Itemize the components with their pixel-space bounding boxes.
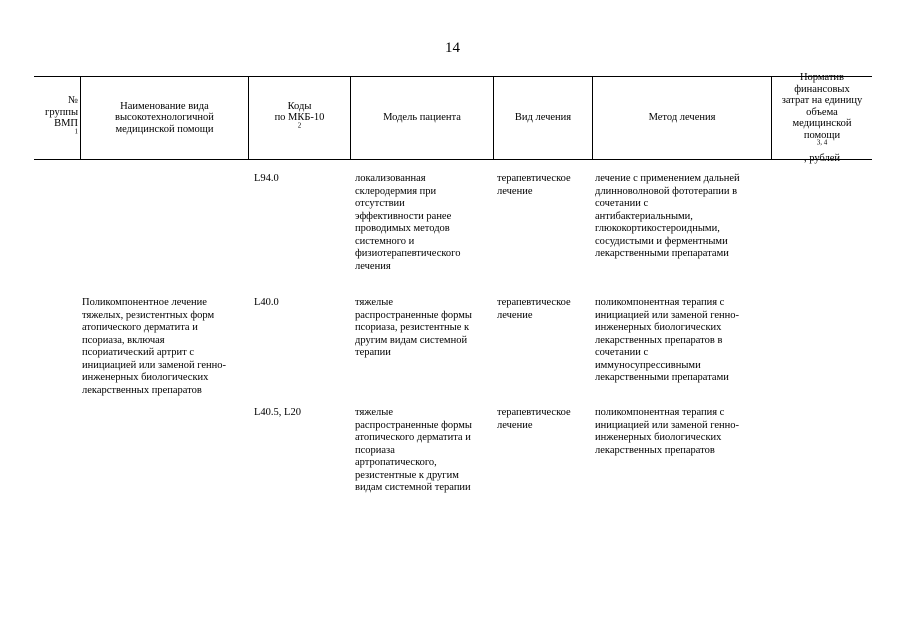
header-icd-codes: Коды по МКБ-10 $^2$ bbox=[274, 100, 325, 130]
row3-treatment-type: терапевтическое лечение bbox=[497, 407, 571, 431]
row3-codes: L40.5, L20 bbox=[254, 407, 301, 418]
row1-patient-model: локализованная склеродермия при отсутствии эффективности ранее проводимых методов системного и физиотерапевтического лечения bbox=[355, 173, 461, 272]
row2-care-type-name: Поликомпонентное лечение тяжелых, резистентных форм атопического дерматита и псориаза, включая псориатический артрит с инициацией или заменой генно- инженерных биологических лекарственных препаратов bbox=[82, 297, 227, 396]
row2-treatment-method: поликомпонентная терапия с инициацией или заменой генно- инженерных биологических лекарственных препаратов в сочетании с иммуносупрессивными лекарственными препаратами bbox=[595, 297, 740, 383]
row1-codes: L94.0 bbox=[254, 173, 279, 184]
row2-codes: L40.0 bbox=[254, 297, 279, 308]
row1-treatment-method: лечение с применением дальней длинноволновой фототерапии в сочетании с антибактериальными, глюкокортикостероидными, сосудистыми и ферментными лекарственными препаратами bbox=[595, 173, 740, 259]
row3-patient-model: тяжелые распространенные формы атопического дерматита и псориаза артропатического, резистентные к другим видам системной терапии bbox=[355, 407, 472, 493]
row2-treatment-type: терапевтическое лечение bbox=[497, 297, 571, 321]
header-treatment-type: Вид лечения bbox=[514, 112, 572, 124]
row1-treatment-type: терапевтическое лечение bbox=[497, 173, 571, 197]
page-number: 14 bbox=[445, 40, 460, 56]
header-treatment-method: Метод лечения bbox=[648, 112, 716, 124]
row2-patient-model: тяжелые распространенные формы псориаза, резистентные к другим видам системной терапии bbox=[355, 297, 472, 358]
header-patient-model: Модель пациента bbox=[383, 112, 461, 124]
row3-treatment-method: поликомпонентная терапия с инициацией или заменой генно- инженерных биологических лекарственных препаратов bbox=[595, 407, 740, 456]
header-cost-standard: Норматив финансовых затрат на единицу объема медицинской помощи $^{3, 4}$ , рублей bbox=[781, 72, 863, 164]
header-care-type-name: Наименование вида высокотехнологичной медицинской помощи bbox=[115, 100, 214, 135]
header-bottom-border bbox=[34, 159, 872, 160]
header-group-number: № группы ВМП $^1$ bbox=[45, 95, 78, 135]
